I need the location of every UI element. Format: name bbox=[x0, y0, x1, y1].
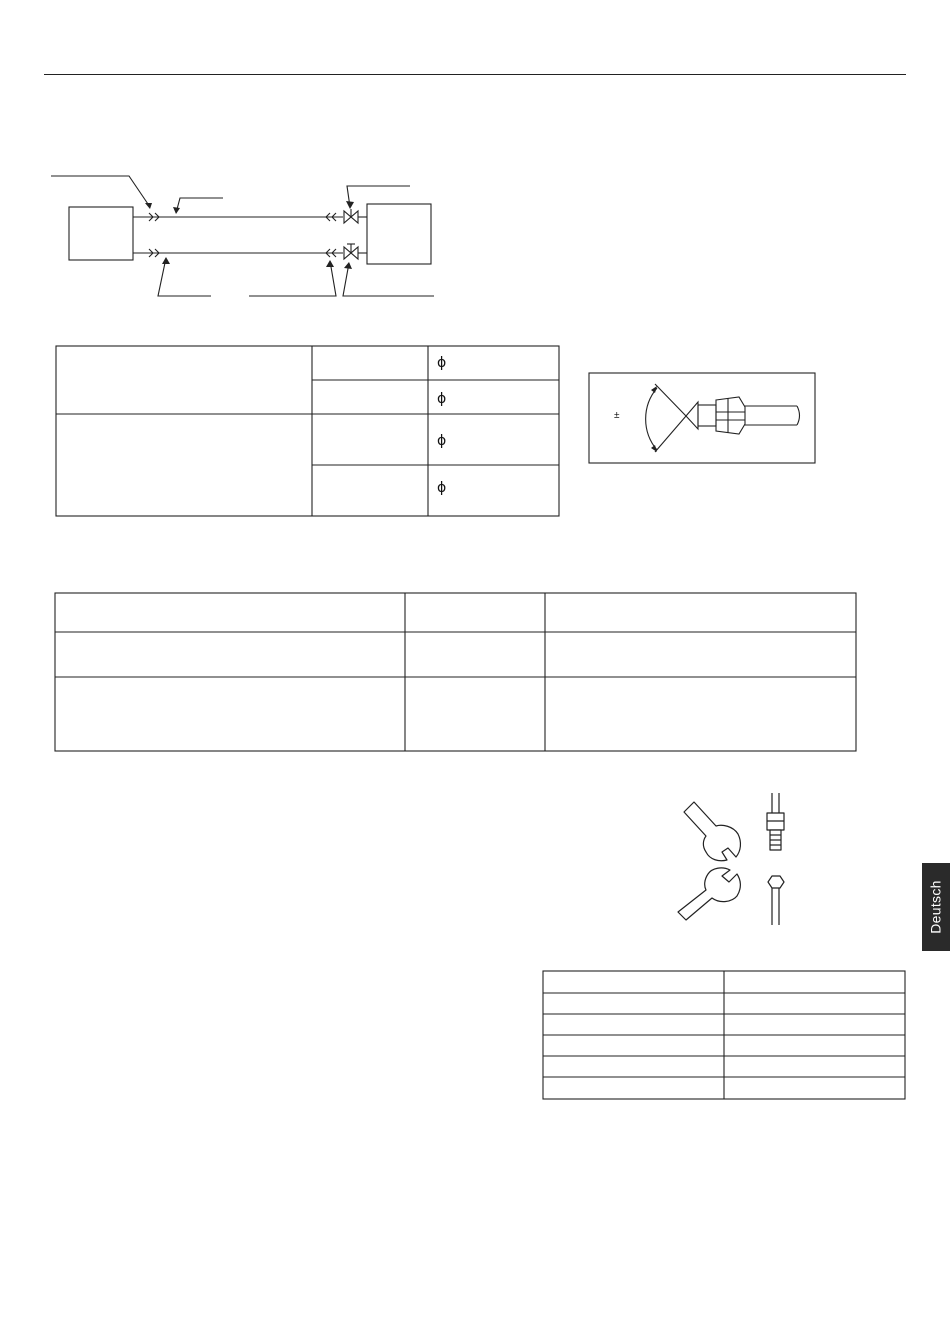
phi-symbol-row3: ϕ bbox=[437, 433, 447, 449]
phi-symbol-row2: ϕ bbox=[437, 391, 447, 407]
tolerance-symbol: ± bbox=[614, 410, 620, 421]
language-tab-label: Deutsch bbox=[928, 880, 944, 934]
phi-symbol-row4: ϕ bbox=[437, 480, 447, 496]
phi-symbol-row1: ϕ bbox=[437, 355, 447, 371]
language-tab[interactable] bbox=[922, 863, 950, 951]
